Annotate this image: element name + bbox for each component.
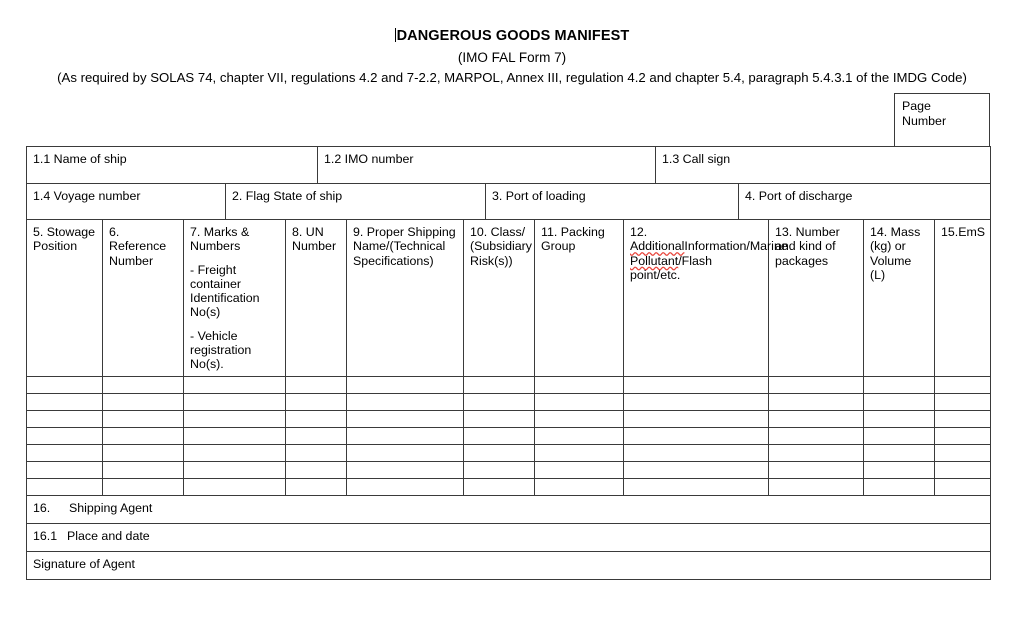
vessel-details-table	[26, 146, 991, 184]
cargo-table-body	[27, 376, 991, 495]
table-row	[27, 147, 991, 184]
cargo-cell[interactable]	[103, 461, 184, 478]
col12-misspelled-pollutant: Pollutant	[630, 253, 679, 268]
cargo-cell[interactable]	[27, 376, 103, 393]
cargo-cell[interactable]	[464, 461, 535, 478]
cargo-cell[interactable]	[769, 444, 864, 461]
cargo-cell[interactable]	[27, 444, 103, 461]
cargo-cell[interactable]	[286, 461, 347, 478]
field-name-of-ship[interactable]: 1.1 Name of ship	[27, 147, 318, 184]
cargo-cell[interactable]	[347, 376, 464, 393]
table-row	[27, 376, 991, 393]
cargo-cell[interactable]	[535, 427, 624, 444]
cargo-cell[interactable]	[624, 444, 769, 461]
cargo-cell[interactable]	[864, 410, 935, 427]
column-header-additional-information	[624, 220, 788, 377]
page-number-box-wrapper	[894, 93, 990, 147]
cargo-cell[interactable]	[769, 427, 864, 444]
form-subtitle: (IMO FAL Form 7)	[457, 50, 567, 65]
column-header-un-number: 8. UN Number	[286, 220, 347, 377]
table-row	[27, 444, 991, 461]
cargo-cell[interactable]	[184, 478, 286, 495]
table-row	[27, 478, 991, 495]
cargo-cell[interactable]	[864, 393, 935, 410]
page-title	[395, 28, 630, 45]
cargo-cell[interactable]	[864, 478, 935, 495]
cargo-cell[interactable]	[184, 410, 286, 427]
cargo-cell[interactable]	[184, 393, 286, 410]
cargo-cell[interactable]	[769, 478, 864, 495]
cargo-cell[interactable]	[769, 393, 864, 410]
cargo-cell[interactable]	[769, 376, 864, 393]
cargo-cell[interactable]	[864, 444, 935, 461]
field-shipping-agent[interactable]	[27, 495, 991, 523]
cargo-cell[interactable]	[535, 461, 624, 478]
cargo-cell[interactable]	[624, 410, 769, 427]
cargo-cell[interactable]	[864, 427, 935, 444]
cargo-cell[interactable]	[464, 393, 535, 410]
table-row	[27, 393, 991, 410]
col12-prefix: 12.	[630, 225, 648, 239]
column-header-reference-number: 6. Reference Number	[103, 220, 184, 377]
shipping-agent-number: 16.	[33, 500, 51, 515]
column-header-proper-shipping-name: 9. Proper Shipping Name/(Technical Specifications)	[347, 220, 464, 377]
column-header-packing-group: 11. Packing Group	[535, 220, 624, 377]
cargo-cell[interactable]	[27, 478, 103, 495]
cargo-cell[interactable]	[935, 461, 991, 478]
page-title-text: DANGEROUS GOODS MANIFEST	[396, 28, 630, 44]
cargo-cell[interactable]	[286, 376, 347, 393]
col12-mid: Information/Marine	[684, 239, 788, 254]
column-header-marks-and-numbers: 7. Marks & Numbers - Freight container Identification No(s) - Vehicle registration No(s).	[184, 220, 286, 377]
cargo-cell[interactable]	[935, 427, 991, 444]
cargo-cell[interactable]	[864, 461, 935, 478]
page-number-field[interactable]	[894, 93, 990, 147]
table-row	[27, 410, 991, 427]
dangerous-goods-manifest-form	[26, 146, 990, 580]
cargo-cell[interactable]	[184, 444, 286, 461]
shipping-agent-label: Shipping Agent	[69, 500, 153, 515]
cargo-cell[interactable]	[624, 427, 769, 444]
column-header-class-subsidiary-risks: 10. Class/ (Subsidiary Risk(s))	[464, 220, 535, 377]
page-number-label-line2: Number	[902, 114, 947, 128]
cargo-cell[interactable]	[27, 410, 103, 427]
place-and-date-label: Place and date	[67, 528, 150, 543]
cargo-cell[interactable]	[935, 393, 991, 410]
field-port-of-discharge[interactable]: 4. Port of discharge	[739, 184, 991, 220]
cargo-items-table	[26, 219, 991, 496]
place-and-date-number: 16.1	[33, 528, 58, 543]
table-row	[27, 523, 991, 551]
cargo-cell[interactable]	[535, 376, 624, 393]
col12-misspelled-additional: Additional	[630, 239, 685, 254]
cargo-cell[interactable]	[347, 410, 464, 427]
cargo-cell[interactable]	[624, 478, 769, 495]
shipping-agent-table	[26, 495, 991, 580]
field-call-sign[interactable]: 1.3 Call sign	[656, 147, 991, 184]
field-imo-number[interactable]: 1.2 IMO number	[318, 147, 656, 184]
cargo-cell[interactable]	[624, 461, 769, 478]
cargo-cell[interactable]	[624, 393, 769, 410]
cargo-cell[interactable]	[347, 478, 464, 495]
column-header-ems: 15.EmS	[935, 220, 991, 377]
field-signature-of-agent[interactable]: Signature of Agent	[27, 551, 991, 579]
column-header-mass-or-volume: 14. Mass (kg) or Volume (L)	[864, 220, 935, 377]
col12-tail: /Flash point/etc.	[630, 253, 712, 282]
cargo-cell[interactable]	[103, 444, 184, 461]
cargo-cell[interactable]	[535, 393, 624, 410]
page-number-label-line1: Page	[902, 99, 931, 113]
voyage-details-table	[26, 183, 991, 220]
table-row	[27, 551, 991, 579]
column-header-number-and-kind-of-packages: 13. Number and kind of packages	[769, 220, 864, 377]
table-row	[27, 495, 991, 523]
cargo-cell[interactable]	[27, 393, 103, 410]
cargo-cell[interactable]	[464, 410, 535, 427]
cargo-cell[interactable]	[347, 393, 464, 410]
cargo-cell[interactable]	[535, 410, 624, 427]
cargo-cell[interactable]	[286, 444, 347, 461]
column-header-stowage-position: 5. Stowage Position	[27, 220, 103, 377]
table-row	[27, 184, 991, 220]
field-place-and-date[interactable]	[27, 523, 991, 551]
table-row	[27, 461, 991, 478]
cargo-cell[interactable]	[27, 427, 103, 444]
document-header	[0, 0, 1024, 87]
cargo-table-header-row	[27, 220, 991, 377]
cargo-cell[interactable]	[103, 410, 184, 427]
cargo-cell[interactable]	[864, 376, 935, 393]
cargo-cell[interactable]	[103, 393, 184, 410]
field-flag-state[interactable]: 2. Flag State of ship	[226, 184, 486, 220]
cargo-cell[interactable]	[184, 376, 286, 393]
cargo-cell[interactable]	[286, 393, 347, 410]
cargo-cell[interactable]	[347, 444, 464, 461]
cargo-cell[interactable]	[286, 427, 347, 444]
cargo-cell[interactable]	[286, 410, 347, 427]
field-voyage-number[interactable]: 1.4 Voyage number	[27, 184, 226, 220]
cargo-cell[interactable]	[935, 444, 991, 461]
cargo-cell[interactable]	[347, 461, 464, 478]
cargo-cell[interactable]	[935, 376, 991, 393]
cargo-cell[interactable]	[464, 376, 535, 393]
cargo-cell[interactable]	[535, 444, 624, 461]
table-row	[27, 427, 991, 444]
cargo-cell[interactable]	[624, 376, 769, 393]
cargo-cell[interactable]	[464, 444, 535, 461]
form-reference-note: (As required by SOLAS 74, chapter VII, regulations 4.2 and 7-2.2, MARPOL, Annex III, regulation 4.2 and chapter 5.4, paragraph 5.4.3.1 of the IMDG Code)	[57, 70, 967, 85]
cargo-cell[interactable]	[935, 478, 991, 495]
cargo-cell[interactable]	[769, 461, 864, 478]
cargo-cell[interactable]	[103, 478, 184, 495]
cargo-cell[interactable]	[347, 427, 464, 444]
cargo-cell[interactable]	[103, 376, 184, 393]
cargo-cell[interactable]	[184, 461, 286, 478]
cargo-cell[interactable]	[935, 410, 991, 427]
text-caret	[395, 28, 396, 42]
cargo-cell[interactable]	[27, 461, 103, 478]
cargo-cell[interactable]	[103, 427, 184, 444]
cargo-cell[interactable]	[769, 410, 864, 427]
cargo-cell[interactable]	[184, 427, 286, 444]
cargo-cell[interactable]	[535, 478, 624, 495]
field-port-of-loading[interactable]: 3. Port of loading	[486, 184, 739, 220]
cargo-cell[interactable]	[464, 427, 535, 444]
cargo-cell[interactable]	[286, 478, 347, 495]
cargo-cell[interactable]	[464, 478, 535, 495]
